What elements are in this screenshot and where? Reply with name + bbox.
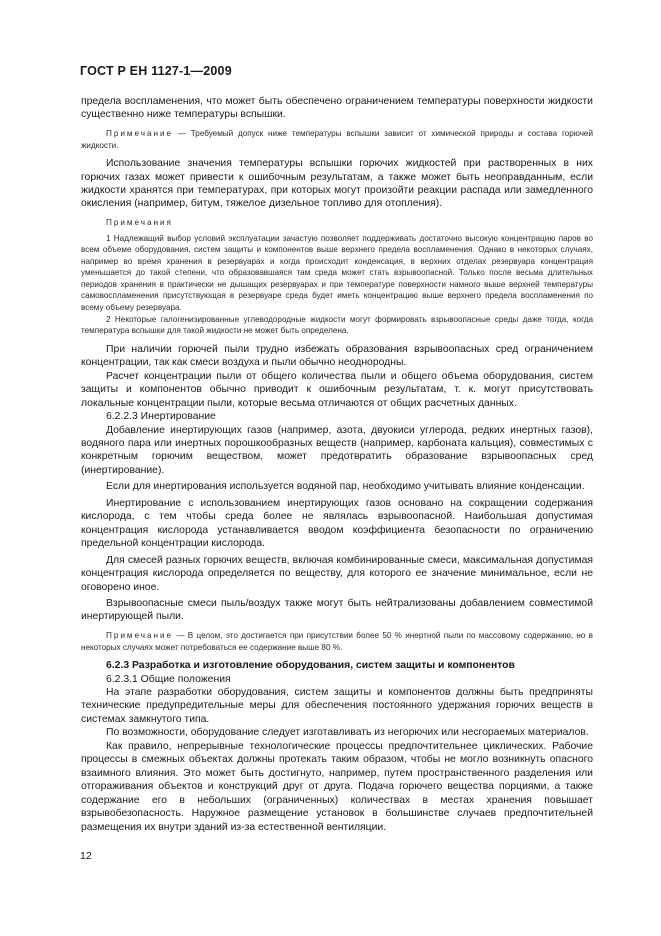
standard-header: ГОСТ Р ЕН 1127-1—2009 xyxy=(80,64,232,78)
section-heading: 6.2.2.3 Инертирование xyxy=(106,411,216,423)
note-item: 1 Надлежащий выбор условий эксплуатации зачастую позволяет поддерживать достаточно высокую концентрацию паров во всем объеме оборудования, систем защиты и компонентов выше верхнего предела воспламенения. Однако в некоторых случаях, например во время хранения в резервуарах и когда происходит конденсация, в верхних отделах резервуара концентрация уменьшается до такой степени, что образовавшаяся там среда может стать взрывоопасной. Только после весьма длительных периодов хранения в практически не дышащих резервуарах и при температуре поверхности намного выше верхней температуры самовоспламенения присутствующая в резервуаре среда будет иметь концентрацию выше верхнего предела воспламенения по всему объему резервуара. xyxy=(81,233,593,313)
body-paragraph: Как правило, непрерывные технологические процессы предпочтительнее циклических. Рабочие процессы в смежных объектах должны протекать таким образом, чтобы не могло возникнуть опасного взаимного влияния. Это может быть достигнуто, например, путем пространственного разделения или отгораживания объектов и конструкций друг от друга. Подача горючего вещества порциями, а также содержание его в небольших (ограниченных) количествах в местах хранения повышает взрывобезопасность. Наружное размещение установок в большинстве случаев предпочтительней размещения их внутри зданий из-за естественной вентиляции. xyxy=(81,740,593,833)
body-paragraph: Для смесей разных горючих веществ, включая комбинированные смеси, максимальная допустимая концентрация кислорода определяется по веществу, для которого ее значение минимальное, если не оговорено иное. xyxy=(81,554,593,593)
section-heading-bold: 6.2.3 Разработка и изготовление оборудования, систем защиты и компонентов xyxy=(106,660,515,672)
body-paragraph: Инертирование с использованием инертирующих газов основано на сокращении содержания кислорода, с тем чтобы среда более не являлась взрывоопасной. Наибольшая допустимая концентрация кислорода устанавливается вводом коэффициента безопасности по ограничению предельной концентрации кислорода. xyxy=(81,497,593,550)
subsection-heading: 6.2.3.1 Общие положения xyxy=(106,673,231,685)
body-paragraph: При наличии горючей пыли трудно избежать образования взрывоопасных сред ограничением концентрации, так как смеси воздуха и пыли обычно неоднородны. xyxy=(81,343,593,369)
note-text: — В целом, это достигается при присутствии более 50 % инертной пыли по массовому содержанию, но в некоторых случаях может потребоваться ее содержание выше 80 %. xyxy=(81,630,593,652)
body-paragraph: Взрывоопасные смеси пыль/воздух также могут быть нейтрализованы добавлением совместимой инертирующей пыли. xyxy=(81,598,593,623)
page-number: 12 xyxy=(80,850,92,862)
body-paragraph: По возможности, оборудование следует изготавливать из негорючих или несгораемых материалов. xyxy=(106,727,589,739)
page-body xyxy=(81,95,593,834)
note-text: — Требуемый допуск ниже температуры вспышки зависит от химической природы и состава горючей жидкости. xyxy=(81,128,593,150)
note-paragraph xyxy=(81,128,593,151)
notes-heading xyxy=(81,217,593,229)
body-paragraph: Расчет концентрации пыли от общего количества пыли и общего объема оборудования, систем защиты и компонентов обычно приводит к ошибочным результатам, т. к. могут присутствовать локальные концентрации пыли, которые весьма отличаются от общих расчетных данных. xyxy=(81,370,593,409)
note-item: 2 Некоторые галогенизированные углеводородные жидкости могут формировать взрывоопасные среды даже тогда, когда температура вспышки для такой жидкости не может быть определена. xyxy=(81,314,593,336)
body-paragraph: Использование значения температуры вспышки горючих жидкостей при растворенных в них горючих газах может привести к ошибочным результатам, а также может быть неоправданным, если жидкости хранятся при температурах, при которых могут произойти реакции распада или замедленного окисления (например, битум, тяжелое дизельное топливо для отопления). xyxy=(81,158,593,210)
body-paragraph: На этапе разработки оборудования, систем защиты и компонентов должны быть предприняты технические предупредительные меры для обеспечения постоянного удержания горючих веществ в системах замкнутого типа. xyxy=(81,687,593,725)
body-paragraph: предела воспламенения, что может быть обеспечено ограничением температуры поверхности жидкости существенно ниже температуры вспышки. xyxy=(81,96,593,121)
notes-label: Примечания xyxy=(106,217,173,227)
body-paragraph: Добавление инертирующих газов (например, азота, двуокиси углерода, редких инертных газов), водяного пара или инертных порошкообразных веществ (например, карбоната кальция), совместимых с конкретным горючим веществом, может предотвратить образование взрывоопасных сред (инертирование). xyxy=(81,424,593,476)
note-label: Примечание xyxy=(106,630,174,640)
note-label: Примечание xyxy=(106,128,174,138)
note-paragraph xyxy=(81,630,593,653)
body-paragraph: Если для инертирования используется водяной пар, необходимо учитывать влияние конденсации. xyxy=(106,481,585,493)
